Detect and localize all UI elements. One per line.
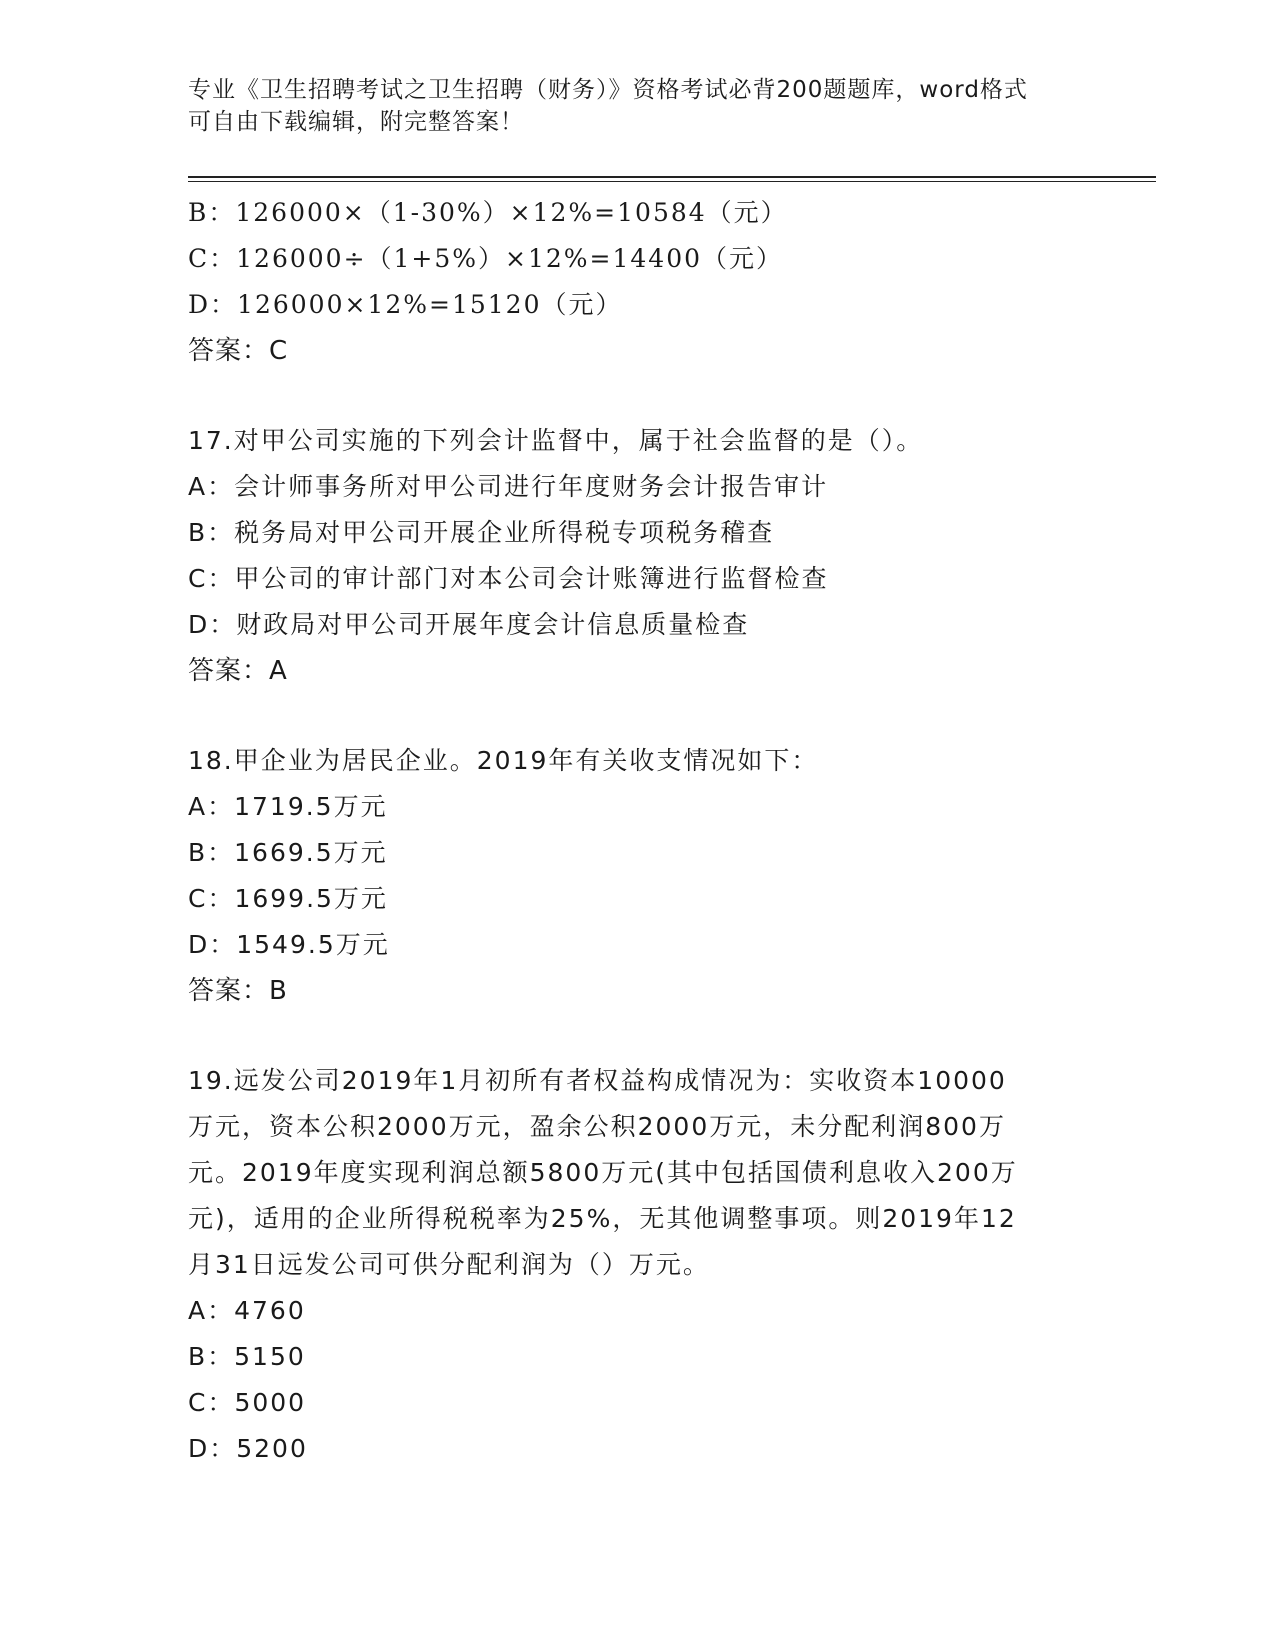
option-c: C：5000 (188, 1388, 307, 1417)
option-b: B：1669.5万元 (188, 838, 388, 867)
option-d: D：财政局对甲公司开展年度会计信息质量检查 (188, 610, 750, 639)
question-17 (188, 418, 1088, 694)
question-text-line: 月31日远发公司可供分配利润为（）万元。 (188, 1250, 710, 1279)
option-a: A：会计师事务所对甲公司进行年度财务会计报告审计 (188, 472, 829, 501)
option-d: D：5200 (188, 1434, 308, 1463)
option-a: A：4760 (188, 1296, 306, 1325)
option-c: C：1699.5万元 (188, 884, 388, 913)
option-d: D：1549.5万元 (188, 930, 390, 959)
option-b: B：税务局对甲公司开展企业所得税专项税务稽查 (188, 518, 775, 547)
question-text-line: 元。2019年度实现利润总额5800万元(其中包括国债利息收入200万 (188, 1158, 1018, 1187)
option-c: C：甲公司的审计部门对本公司会计账簿进行监督检查 (188, 564, 829, 593)
header-rule-thick (188, 176, 1156, 178)
header-line-2: 可自由下载编辑，附完整答案！ (188, 109, 524, 135)
question-text (188, 1058, 1068, 1288)
spacer (188, 374, 1088, 418)
header-line-1: 专业《卫生招聘考试之卫生招聘（财务）》资格考试必背200题题库，word格式 (188, 77, 1028, 103)
answer: 答案：B (188, 976, 288, 1006)
spacer (188, 1014, 1088, 1058)
answer: 答案：C (188, 336, 289, 366)
option-a: A：1719.5万元 (188, 792, 388, 821)
question-19 (188, 1058, 1088, 1472)
option-b: B：126000×（1-30%）×12%=10584（元） (188, 198, 788, 227)
question-text-line: 19.远发公司2019年1月初所有者权益构成情况为：实收资本10000 (188, 1066, 1007, 1095)
question-text-line: 万元，资本公积2000万元，盈余公积2000万元，未分配利润800万 (188, 1112, 1006, 1141)
question-list (188, 190, 1088, 1472)
question-text: 17.对甲公司实施的下列会计监督中，属于社会监督的是（）。 (188, 426, 924, 455)
spacer (188, 694, 1088, 738)
question-18 (188, 738, 1088, 1014)
option-c: C：126000÷（1+5%）×12%=14400（元） (188, 244, 784, 273)
document-header (188, 74, 1068, 138)
option-d: D：126000×12%=15120（元） (188, 290, 623, 319)
question-text-line: 元)，适用的企业所得税税率为25%，无其他调整事项。则2019年12 (188, 1204, 1017, 1233)
option-b: B：5150 (188, 1342, 306, 1371)
question-16 (188, 190, 1088, 374)
answer: 答案：A (188, 656, 288, 686)
header-rule-thin (188, 181, 1156, 182)
question-text: 18.甲企业为居民企业。2019年有关收支情况如下： (188, 746, 819, 775)
